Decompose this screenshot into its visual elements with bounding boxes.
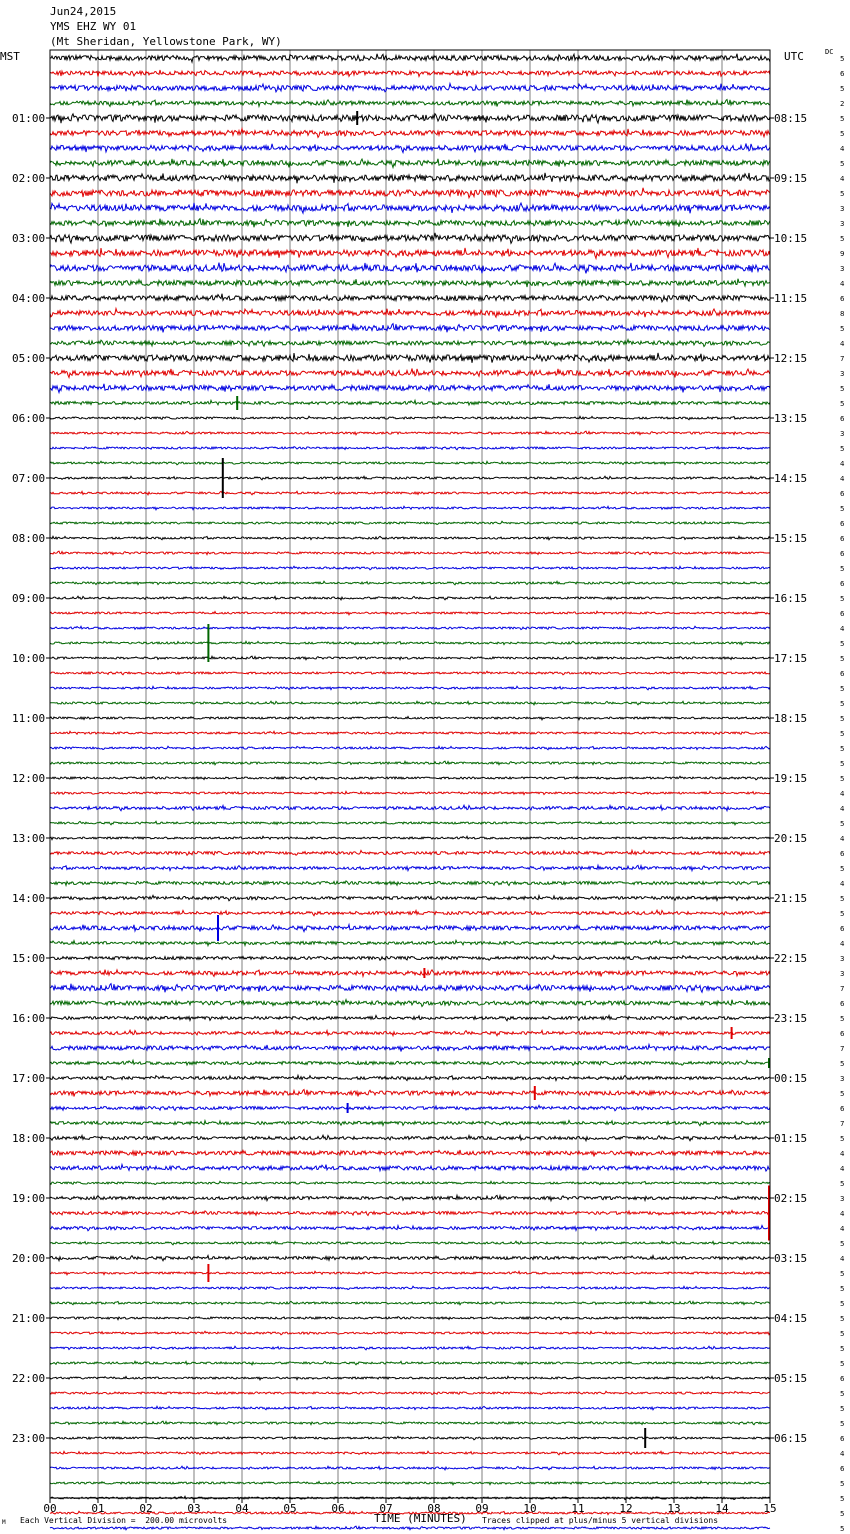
- dc-offset-value: 3: [840, 955, 845, 963]
- trace-line: [50, 1317, 770, 1320]
- dc-offset-value: 4: [840, 1210, 845, 1218]
- trace-line: [50, 506, 770, 510]
- trace-line: [50, 881, 770, 886]
- dc-label: DC: [825, 48, 834, 56]
- left-hour-label: 06:00: [12, 412, 46, 425]
- dc-offset-value: 5: [840, 1330, 845, 1338]
- dc-offset-value: 5: [840, 595, 845, 603]
- left-hour-label: 07:00: [12, 472, 46, 485]
- trace-line: [50, 1226, 770, 1231]
- dc-offset-value: 8: [840, 310, 845, 318]
- dc-offset-value: 5: [840, 655, 845, 663]
- trace-line: [50, 144, 770, 153]
- dc-offset-value: 4: [840, 790, 845, 798]
- dc-offset-value: 9: [840, 250, 845, 258]
- trace-line: [50, 279, 770, 288]
- right-hour-label: 01:15: [774, 1132, 808, 1145]
- dc-offset-value: 6: [840, 70, 845, 78]
- trace-line: [50, 1376, 770, 1380]
- dc-offset-value: 5: [840, 895, 845, 903]
- left-hour-label: 22:00: [12, 1372, 46, 1385]
- dc-offset-value: 6: [840, 925, 845, 933]
- right-hour-label: 22:15: [774, 952, 808, 965]
- right-hour-label: 18:15: [774, 712, 808, 725]
- trace-line: [50, 566, 770, 570]
- right-hour-label: 15:15: [774, 532, 808, 545]
- trace-line: [50, 1346, 770, 1350]
- trace-line: [50, 369, 770, 378]
- trace-line: [50, 1391, 770, 1394]
- trace-line: [50, 1165, 770, 1172]
- x-tick-label: 01: [91, 1502, 105, 1515]
- trace-line: [50, 384, 770, 393]
- trace-line: [50, 159, 770, 168]
- dc-offset-value: 5: [840, 1315, 845, 1323]
- dc-offset-value: 2: [840, 100, 845, 108]
- plot-station: YMS EHZ WY 01: [50, 20, 137, 33]
- right-hour-label: 04:15: [774, 1312, 808, 1325]
- dc-offset-value: 5: [840, 445, 845, 453]
- x-tick-label: 11: [571, 1502, 585, 1515]
- dc-offset-value: 5: [840, 130, 845, 138]
- trace-line: [50, 1195, 770, 1200]
- trace-line: [50, 611, 770, 615]
- right-hour-label: 12:15: [774, 352, 808, 365]
- trace-line: [50, 1181, 770, 1184]
- dc-offset-value: 6: [840, 850, 845, 858]
- right-hour-label: 16:15: [774, 592, 808, 605]
- trace-line: [50, 1045, 770, 1052]
- dc-offset-value: 4: [840, 475, 845, 483]
- dc-offset-value: 5: [840, 1090, 845, 1098]
- left-hour-label: 09:00: [12, 592, 46, 605]
- trace-line: [50, 129, 770, 138]
- dc-offset-value: 6: [840, 490, 845, 498]
- dc-offset-value: 4: [840, 175, 845, 183]
- trace-line: [50, 1271, 770, 1275]
- dc-offset-value: 7: [840, 355, 845, 363]
- trace-line: [50, 521, 770, 524]
- dc-offset-value: 6: [840, 670, 845, 678]
- dc-offset-value: 5: [840, 700, 845, 708]
- trace-line: [50, 536, 770, 540]
- right-timezone-label: UTC: [784, 50, 804, 63]
- trace-line: [50, 1526, 770, 1530]
- right-hour-label: 00:15: [774, 1072, 808, 1085]
- trace-line: [50, 1286, 770, 1289]
- dc-offset-value: 4: [840, 880, 845, 888]
- left-hour-label: 21:00: [12, 1312, 46, 1325]
- dc-offset-value: 3: [840, 1075, 845, 1083]
- dc-offset-value: 4: [840, 1165, 845, 1173]
- dc-offset-value: 5: [840, 745, 845, 753]
- plot-location: (Mt Sheridan, Yellowstone Park, WY): [50, 35, 282, 48]
- dc-offset-value: 4: [840, 460, 845, 468]
- trace-line: [50, 1421, 770, 1425]
- x-tick-label: 14: [715, 1502, 729, 1515]
- trace-line: [50, 263, 770, 274]
- dc-offset-value: 5: [840, 715, 845, 723]
- trace-line: [50, 821, 770, 825]
- dc-offset-value: 3: [840, 970, 845, 978]
- trace-line: [50, 1241, 770, 1245]
- trace-line: [50, 54, 770, 62]
- trace-line: [50, 114, 770, 123]
- trace-line: [50, 641, 770, 645]
- x-tick-label: 02: [139, 1502, 153, 1515]
- dc-offset-value: 5: [840, 115, 845, 123]
- trace-line: [50, 717, 770, 720]
- x-tick-label: 15: [763, 1502, 777, 1515]
- dc-offset-value: 5: [840, 775, 845, 783]
- x-tick-label: 08: [427, 1502, 441, 1515]
- trace-line: [50, 596, 770, 600]
- trace-line: [50, 1466, 770, 1470]
- dc-offset-value: 5: [840, 55, 845, 63]
- x-tick-label: 06: [331, 1502, 345, 1515]
- right-hour-label: 13:15: [774, 412, 808, 425]
- right-hour-label: 10:15: [774, 232, 808, 245]
- dc-offset-value: 5: [840, 685, 845, 693]
- dc-offset-value: 6: [840, 1375, 845, 1383]
- dc-offset-value: 4: [840, 1255, 845, 1263]
- left-hour-label: 13:00: [12, 832, 46, 845]
- trace-line: [50, 1301, 770, 1305]
- trace-line: [50, 970, 770, 977]
- trace-line: [50, 1150, 770, 1157]
- trace-line: [50, 910, 770, 915]
- trace-line: [50, 203, 770, 214]
- dc-offset-value: 4: [840, 805, 845, 813]
- dc-offset-value: 5: [840, 1345, 845, 1353]
- dc-offset-value: 5: [840, 505, 845, 513]
- dc-offset-value: 5: [840, 400, 845, 408]
- dc-offset-value: 4: [840, 940, 845, 948]
- trace-line: [50, 219, 770, 228]
- trace-line: [50, 1090, 770, 1097]
- trace-line: [50, 686, 770, 690]
- x-tick-label: 03: [187, 1502, 201, 1515]
- trace-line: [50, 895, 770, 900]
- trace-line: [50, 248, 770, 259]
- dc-offset-value: 4: [840, 835, 845, 843]
- dc-offset-value: 5: [840, 1135, 845, 1143]
- dc-offset-value: 5: [840, 1060, 845, 1068]
- left-hour-label: 18:00: [12, 1132, 46, 1145]
- dc-offset-value: 5: [840, 1240, 845, 1248]
- trace-line: [50, 850, 770, 855]
- left-hour-label: 04:00: [12, 292, 46, 305]
- dc-offset-value: 3: [840, 1195, 845, 1203]
- trace-line: [50, 581, 770, 585]
- dc-offset-value: 6: [840, 1030, 845, 1038]
- left-hour-label: 14:00: [12, 892, 46, 905]
- trace-line: [50, 551, 770, 555]
- trace-line: [50, 865, 770, 870]
- trace-line: [50, 491, 770, 495]
- trace-line: [50, 353, 770, 363]
- x-tick-label: 13: [667, 1502, 681, 1515]
- trace-line: [50, 1481, 770, 1485]
- left-hour-label: 20:00: [12, 1252, 46, 1265]
- dc-offset-value: 6: [840, 295, 845, 303]
- dc-offset-value: 6: [840, 415, 845, 423]
- x-tick-label: 10: [523, 1502, 537, 1515]
- dc-offset-value: 5: [840, 85, 845, 93]
- dc-offset-value: 6: [840, 550, 845, 558]
- corner-mark: M: [2, 1519, 6, 1526]
- right-hour-label: 09:15: [774, 172, 808, 185]
- trace-line: [50, 340, 770, 347]
- trace-line: [50, 1000, 770, 1007]
- dc-offset-value: 5: [840, 910, 845, 918]
- trace-line: [50, 324, 770, 333]
- trace-line: [50, 70, 770, 77]
- x-tick-label: 05: [283, 1502, 297, 1515]
- dc-offset-value: 7: [840, 985, 845, 993]
- right-hour-label: 05:15: [774, 1372, 808, 1385]
- dc-offset-value: 4: [840, 625, 845, 633]
- dc-offset-value: 4: [840, 1450, 845, 1458]
- right-hour-label: 19:15: [774, 772, 808, 785]
- dc-offset-value: 5: [840, 1495, 845, 1503]
- trace-line: [50, 1436, 770, 1440]
- dc-offset-value: 4: [840, 1150, 845, 1158]
- trace-line: [50, 173, 770, 184]
- dc-offset-value: 5: [840, 820, 845, 828]
- trace-line: [50, 836, 770, 839]
- dc-offset-value: 6: [840, 1000, 845, 1008]
- left-hour-label: 03:00: [12, 232, 46, 245]
- right-hour-label: 20:15: [774, 832, 808, 845]
- trace-line: [50, 447, 770, 450]
- trace-line: [50, 1331, 770, 1335]
- dc-offset-value: 5: [840, 1390, 845, 1398]
- trace-line: [50, 100, 770, 107]
- trace-line: [50, 294, 770, 302]
- dc-offset-value: 6: [840, 1465, 845, 1473]
- trace-line: [50, 400, 770, 405]
- dc-offset-value: 4: [840, 280, 845, 288]
- x-tick-label: 07: [379, 1502, 393, 1515]
- trace-line: [50, 1451, 770, 1455]
- left-hour-label: 08:00: [12, 532, 46, 545]
- dc-offset-value: 6: [840, 520, 845, 528]
- left-hour-label: 01:00: [12, 112, 46, 125]
- dc-offset-value: 5: [840, 1285, 845, 1293]
- clip-note: Traces clipped at plus/minus 5 vertical divisions: [482, 1516, 719, 1525]
- trace-line: [50, 671, 770, 675]
- x-axis-title: TIME (MINUTES): [374, 1512, 467, 1525]
- dc-offset-value: 5: [840, 760, 845, 768]
- plot-frame: [50, 50, 770, 1498]
- trace-line: [50, 626, 770, 629]
- left-hour-label: 15:00: [12, 952, 46, 965]
- dc-offset-value: 5: [840, 235, 845, 243]
- trace-line: [50, 1406, 770, 1410]
- dc-offset-value: 7: [840, 1045, 845, 1053]
- dc-offset-value: 5: [840, 1015, 845, 1023]
- dc-offset-value: 7: [840, 1120, 845, 1128]
- dc-offset-value: 3: [840, 205, 845, 213]
- x-tick-label: 12: [619, 1502, 633, 1515]
- dc-offset-value: 5: [840, 1300, 845, 1308]
- trace-line: [50, 1105, 770, 1110]
- dc-offset-value: 6: [840, 535, 845, 543]
- trace-line: [50, 1060, 770, 1065]
- dc-offset-value: 3: [840, 220, 845, 228]
- dc-offset-value: 6: [840, 580, 845, 588]
- trace-line: [50, 1075, 770, 1080]
- scale-note: Each Vertical Division = 200.00 microvolts: [20, 1516, 228, 1525]
- x-tick-label: 09: [475, 1502, 489, 1515]
- dc-offset-value: 5: [840, 160, 845, 168]
- right-hour-label: 11:15: [774, 292, 808, 305]
- dc-offset-value: 5: [840, 1510, 845, 1518]
- dc-offset-value: 3: [840, 370, 845, 378]
- trace-line: [50, 476, 770, 480]
- trace-line: [50, 1256, 770, 1261]
- dc-offset-value: 6: [840, 1435, 845, 1443]
- dc-offset-value: 5: [840, 325, 845, 333]
- right-hour-label: 03:15: [774, 1252, 808, 1265]
- dc-offset-value: 5: [840, 1360, 845, 1368]
- trace-line: [50, 701, 770, 705]
- trace-line: [50, 1210, 770, 1215]
- left-hour-label: 10:00: [12, 652, 46, 665]
- trace-line: [50, 791, 770, 794]
- dc-offset-value: 5: [840, 730, 845, 738]
- trace-line: [50, 731, 770, 734]
- dc-offset-value: 5: [840, 1480, 845, 1488]
- trace-line: [50, 955, 770, 960]
- dc-offset-value: 3: [840, 430, 845, 438]
- right-hour-label: 21:15: [774, 892, 808, 905]
- left-hour-label: 11:00: [12, 712, 46, 725]
- left-hour-label: 12:00: [12, 772, 46, 785]
- left-hour-label: 16:00: [12, 1012, 46, 1025]
- trace-line: [50, 416, 770, 419]
- trace-line: [50, 461, 770, 465]
- dc-offset-value: 5: [840, 1420, 845, 1428]
- dc-offset-value: 6: [840, 610, 845, 618]
- trace-line: [50, 746, 770, 749]
- trace-line: [50, 188, 770, 198]
- trace-line: [50, 984, 770, 993]
- dc-offset-value: 3: [840, 265, 845, 273]
- right-hour-label: 02:15: [774, 1192, 808, 1205]
- trace-line: [50, 776, 770, 780]
- trace-line: [50, 656, 770, 660]
- plot-date: Jun24,2015: [50, 5, 117, 18]
- trace-line: [50, 1361, 770, 1365]
- left-hour-label: 17:00: [12, 1072, 46, 1085]
- right-hour-label: 17:15: [774, 652, 808, 665]
- dc-offset-value: 4: [840, 145, 845, 153]
- dc-offset-value: 5: [840, 190, 845, 198]
- trace-line: [50, 84, 770, 92]
- trace-line: [50, 1016, 770, 1021]
- dc-offset-value: 4: [840, 1225, 845, 1233]
- right-hour-label: 08:15: [774, 112, 808, 125]
- trace-line: [50, 309, 770, 318]
- dc-offset-value: 5: [840, 640, 845, 648]
- trace-line: [50, 233, 770, 243]
- left-timezone-label: MST: [0, 50, 20, 63]
- trace-line: [50, 940, 770, 945]
- x-tick-label: 00: [43, 1502, 57, 1515]
- dc-offset-value: 5: [840, 565, 845, 573]
- trace-line: [50, 1135, 770, 1140]
- dc-offset-value: 5: [840, 1525, 845, 1533]
- left-hour-label: 05:00: [12, 352, 46, 365]
- right-hour-label: 06:15: [774, 1432, 808, 1445]
- trace-line: [50, 1121, 770, 1126]
- x-tick-label: 04: [235, 1502, 249, 1515]
- trace-line: [50, 431, 770, 435]
- right-hour-label: 14:15: [774, 472, 808, 485]
- trace-line: [50, 925, 770, 932]
- dc-offset-value: 5: [840, 865, 845, 873]
- dc-offset-value: 5: [840, 1270, 845, 1278]
- dc-offset-value: 5: [840, 385, 845, 393]
- dc-offset-value: 5: [840, 1180, 845, 1188]
- trace-line: [50, 1030, 770, 1035]
- left-hour-label: 23:00: [12, 1432, 46, 1445]
- dc-offset-value: 5: [840, 1405, 845, 1413]
- trace-line: [50, 761, 770, 765]
- dc-offset-value: 6: [840, 1105, 845, 1113]
- right-hour-label: 23:15: [774, 1012, 808, 1025]
- trace-line: [50, 805, 770, 810]
- dc-offset-value: 4: [840, 340, 845, 348]
- left-hour-label: 02:00: [12, 172, 46, 185]
- left-hour-label: 19:00: [12, 1192, 46, 1205]
